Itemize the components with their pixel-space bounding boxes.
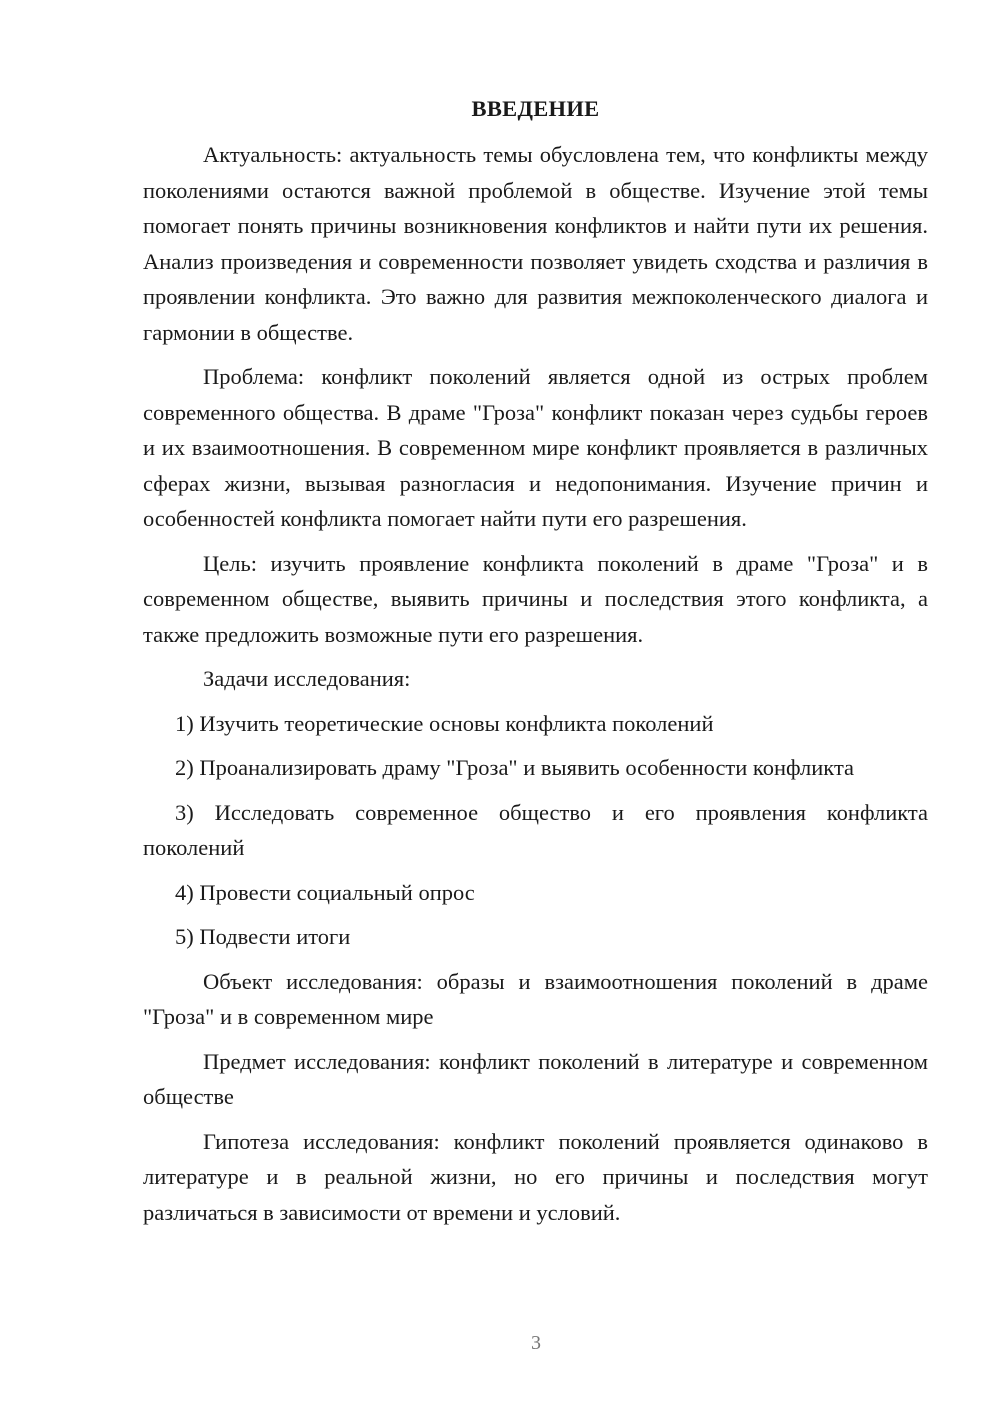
document-page	[143, 92, 928, 1239]
task-item-4: 4) Провести социальный опрос	[175, 879, 475, 905]
section-heading: ВВЕДЕНИЕ	[471, 96, 600, 121]
problem-paragraph: Проблема: конфликт поколений является одной из острых проблем современного общества. В драме "Гроза" конфликт показан через судьбы героев и их взаимоотношения. В современном мире конфликт проявляется в различных сферах жизни, вызывая разногласия и недопонимания. Изучение причин и особенностей конфликта помогает найти пути его разрешения.	[143, 364, 928, 531]
task-item-1: 1) Изучить теоретические основы конфликта поколений	[175, 710, 714, 736]
goal-paragraph: Цель: изучить проявление конфликта поколений в драме "Гроза" и в современном обществе, выявить причины и последствия этого конфликта, а также предложить возможные пути его разрешения.	[143, 550, 928, 647]
object-paragraph: Объект исследования: образы и взаимоотношения поколений в драме "Гроза" и в современном мире	[143, 968, 928, 1029]
relevance-paragraph: Актуальность: актуальность темы обусловлена тем, что конфликты между поколениями остаются важной проблемой в обществе. Изучение этой темы помогает понять причины возникновения конфликтов и найти пути их решения. Анализ произведения и современности позволяет увидеть сходства и различия в проявлении конфликта. Это важно для развития межпоколенческого диалога и гармонии в обществе.	[143, 142, 928, 345]
tasks-title: Задачи исследования:	[203, 666, 411, 691]
subject-paragraph: Предмет исследования: конфликт поколений в литературе и современном обществе	[143, 1048, 928, 1109]
hypothesis-paragraph: Гипотеза исследования: конфликт поколений проявляется одинаково в литературе и в реальной жизни, но его причины и последствия могут различаться в зависимости от времени и условий.	[143, 1128, 928, 1225]
task-item-3: 3) Исследовать современное общество и его проявления конфликта поколений	[143, 799, 928, 860]
task-item-5: 5) Подвести итоги	[175, 924, 351, 949]
page-number: 3	[531, 1332, 541, 1354]
task-item-2: 2) Проанализировать драму "Гроза" и выявить особенности конфликта	[175, 755, 855, 780]
